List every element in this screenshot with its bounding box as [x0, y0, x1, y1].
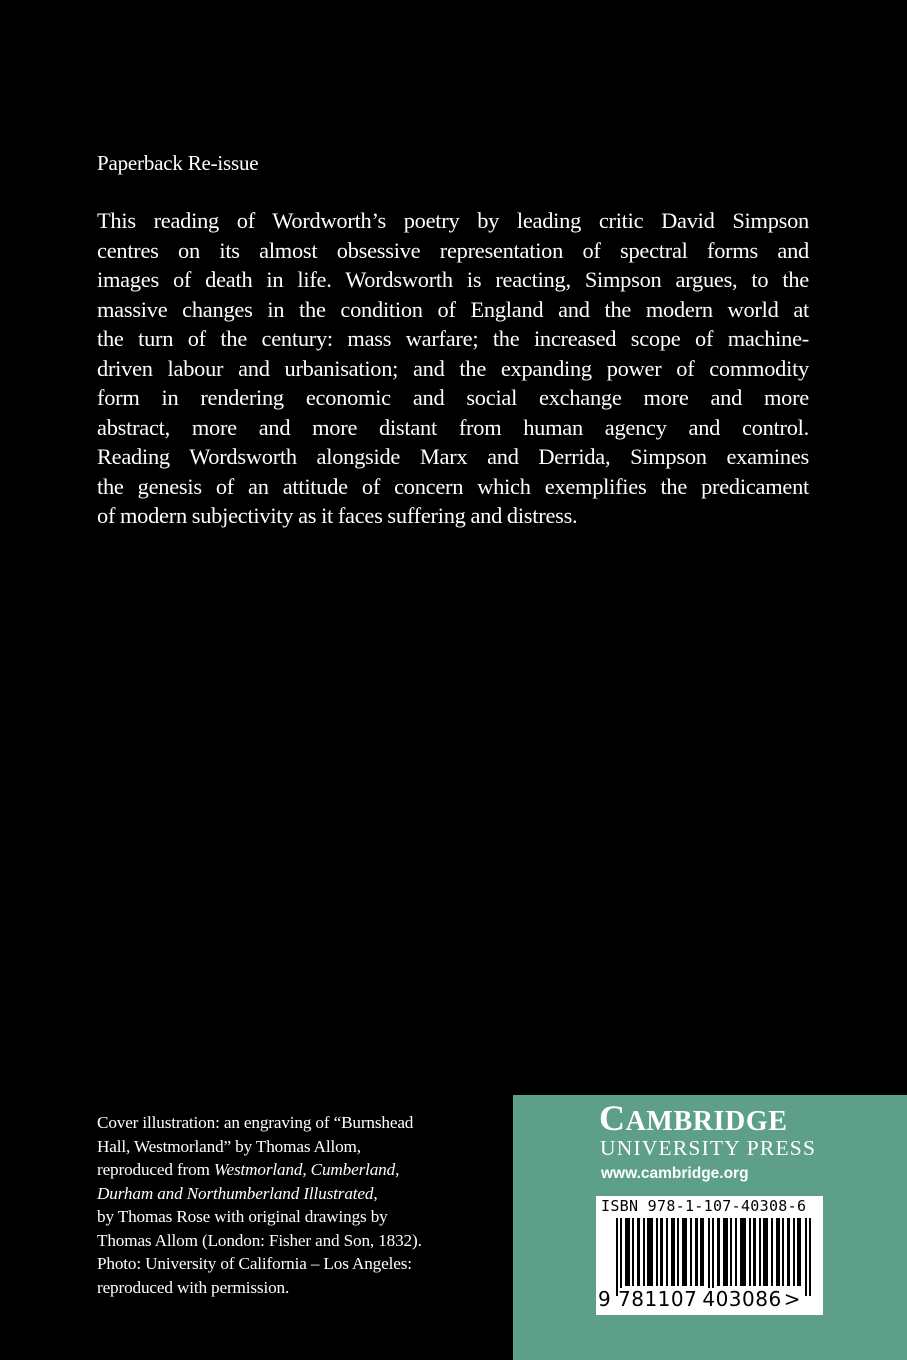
credit-line [97, 1182, 497, 1206]
blurb-line: images of death in life. Wordsworth is reacting, Simpson argues, to the [97, 267, 809, 292]
isbn-label: ISBN 978-1-107-40308-6 [601, 1197, 807, 1215]
credit-text: reproduced from [97, 1160, 214, 1179]
credit-line: Cover illustration: an engraving of “Burnshead [97, 1113, 414, 1132]
barcode-left-digits: 781107 [618, 1287, 698, 1311]
blurb-line: Reading Wordsworth alongside Marx and Derrida, Simpson examines [97, 444, 809, 469]
blurb-line: the genesis of an attitude of concern which exemplifies the predicament [97, 473, 809, 499]
cover-illustration-credit [97, 1111, 497, 1299]
publisher-url: www.cambridge.org [601, 1165, 749, 1182]
credit-line: Photo: University of California – Los Angeles: [97, 1254, 412, 1273]
blurb-line: form in rendering economic and social exchange more and more [97, 385, 809, 410]
blurb-line: driven labour and urbanisation; and the expanding power of commodity [97, 355, 809, 381]
publisher-panel [513, 1095, 907, 1360]
barcode-lead-digit: 9 [598, 1287, 612, 1311]
blurb-line: abstract, more and more distant from human agency and control. [97, 414, 809, 440]
credit-text: , [373, 1183, 378, 1203]
blurb-line: massive changes in the condition of England and the modern world at [97, 296, 809, 322]
credit-line: reproduced with permission. [97, 1277, 290, 1297]
credit-line: Hall, Westmorland” by Thomas Allom, [97, 1136, 361, 1156]
publisher-name-rest: AMBRIDGE [625, 1106, 788, 1137]
book-description [97, 206, 809, 531]
blurb-line: This reading of Wordworth’s poetry by leading critic David Simpson [97, 208, 809, 233]
publisher-name-initial: C [599, 1098, 626, 1138]
publisher-subtitle: UNIVERSITY PRESS [600, 1136, 817, 1160]
barcode-digits [598, 1288, 801, 1310]
blurb-line: the turn of the century: mass warfare; the increased scope of machine- [97, 326, 809, 351]
quiet-zone-marker: > [783, 1287, 801, 1311]
publisher-logo-wordmark [599, 1098, 788, 1138]
barcode-right-digits: 403086 [702, 1287, 782, 1311]
edition-heading: Paperback Re-issue [97, 151, 259, 175]
isbn-barcode [596, 1196, 823, 1315]
source-title: Durham and Northumberland Illustrated [97, 1183, 374, 1203]
source-title: Westmorland, Cumberland, [213, 1160, 400, 1179]
blurb-line: centres on its almost obsessive representation of spectral forms and [97, 237, 809, 263]
credit-line: by Thomas Rose with original drawings by [97, 1207, 388, 1226]
barcode-bars-icon [616, 1218, 816, 1296]
credit-line [97, 1158, 497, 1182]
credit-line: Thomas Allom (London: Fisher and Son, 1832). [97, 1230, 422, 1250]
blurb-line: of modern subjectivity as it faces suffering and distress. [97, 503, 578, 528]
